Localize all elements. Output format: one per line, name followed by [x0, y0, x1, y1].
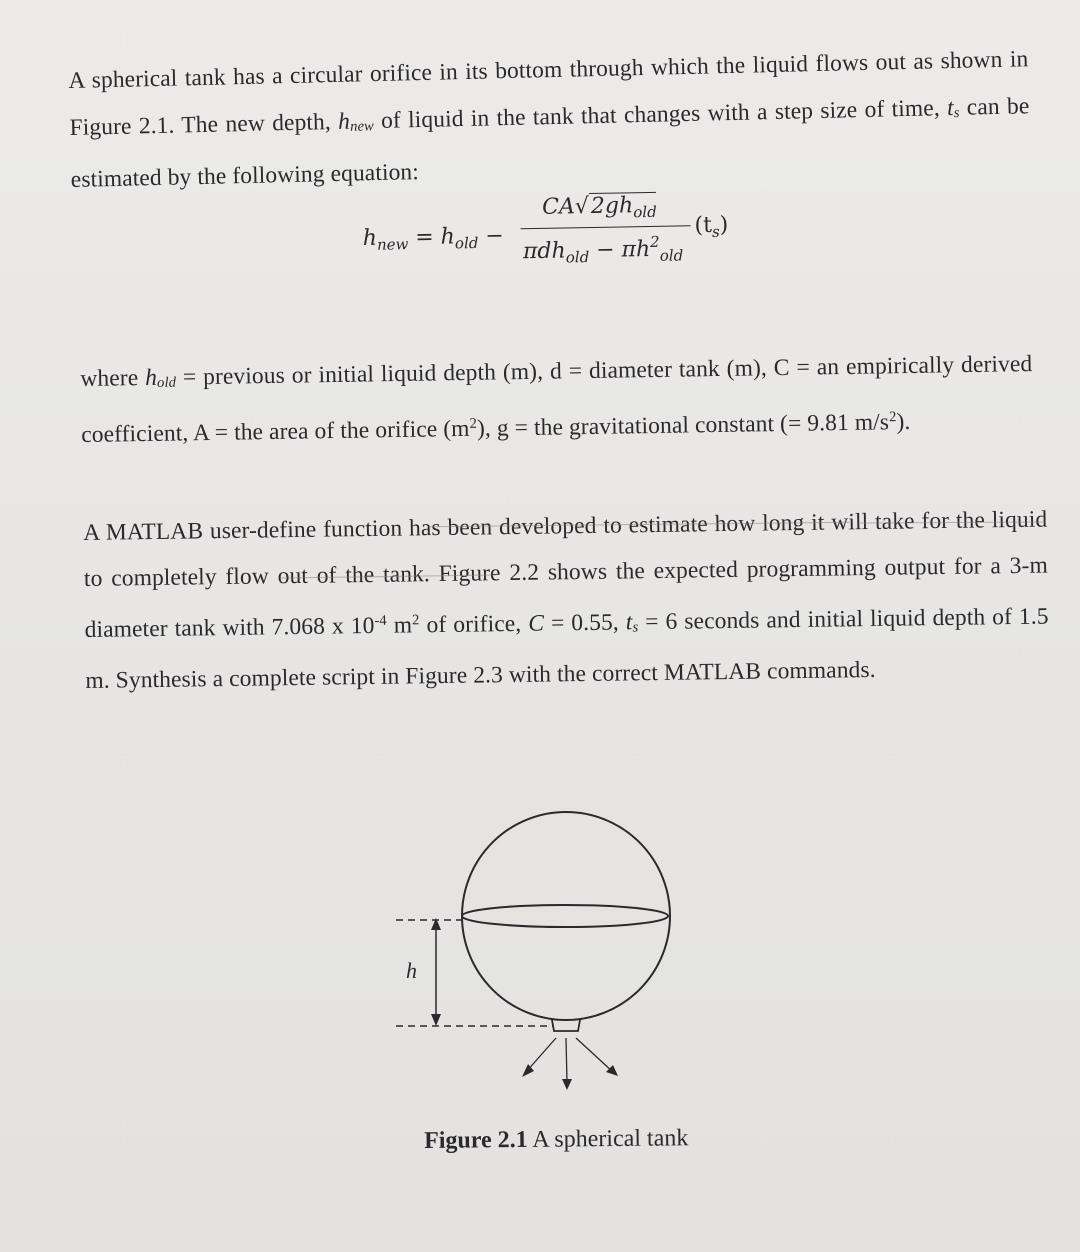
figure-caption-label: Figure 2.1 — [424, 1126, 528, 1154]
fraction-bar — [521, 225, 691, 229]
equation-ts-factor: $(t_s)$ — [694, 212, 729, 241]
liquid-surface-ellipse — [462, 905, 668, 927]
intro-paragraph — [68, 36, 1031, 204]
ts-variable: t — [946, 94, 954, 121]
flow-line-left — [526, 1038, 556, 1072]
intro-text-1: A spherical tank has a circular orifice in its bottom through which the liquid flows out as shown in Figure 2.1. The new depth, — [68, 45, 1029, 141]
arrowhead-down-icon — [431, 1014, 441, 1026]
spherical-tank-figure — [380, 800, 700, 1100]
intro-text-3: can be estimated by the following equation: — [70, 92, 1030, 193]
equation-lhs: $h_{new} = h_{old}$ − — [362, 223, 504, 254]
orifice-outlet — [552, 1020, 580, 1031]
definitions-paragraph: where hold = previous or initial liquid depth (m), d = diameter tank (m), C = an empirically derived coefficient, A = the area of the orifice $(m^2)$, g = the gravitational constant (= 9.81 $m/s^2$). — [80, 350, 1033, 448]
figure-caption-text: A spherical tank — [527, 1125, 689, 1153]
flow-line-right — [576, 1038, 613, 1072]
depth-equation — [362, 191, 763, 274]
intro-text-2: of liquid in the tank that changes with a step size of time, — [373, 94, 948, 134]
equation-numerator: $CA√2gh_{old}$ — [541, 193, 657, 222]
flow-line-center — [566, 1038, 567, 1082]
task-paragraph: A MATLAB user-define function has been developed to estimate how long it will take for the liquid to completely flow out of the tank. Figure 2.2 shows the expected programming output for a 3-m diameter tank with 7.068 x $10^{-4}$ $m^2$ of orifice, C = 0.55, ts = 6 seconds and initial liquid depth of 1.5 m. Synthesis a complete script in Figure 2.3 with the correct MATLAB commands. — [83, 506, 1049, 694]
flow-arrow-center-icon — [562, 1079, 572, 1090]
hnew-variable: h — [337, 108, 351, 135]
equation-denominator: $\pi dh_{old} - \pi h^2_{old}$ — [522, 232, 684, 267]
hold-variable: h — [144, 364, 158, 391]
tank-sphere-outline — [462, 812, 670, 1020]
hnew-subscript: new — [349, 117, 375, 135]
ts-subscript: s — [953, 104, 960, 121]
figure-caption — [424, 1125, 688, 1155]
h-dimension-label: h — [406, 958, 417, 983]
